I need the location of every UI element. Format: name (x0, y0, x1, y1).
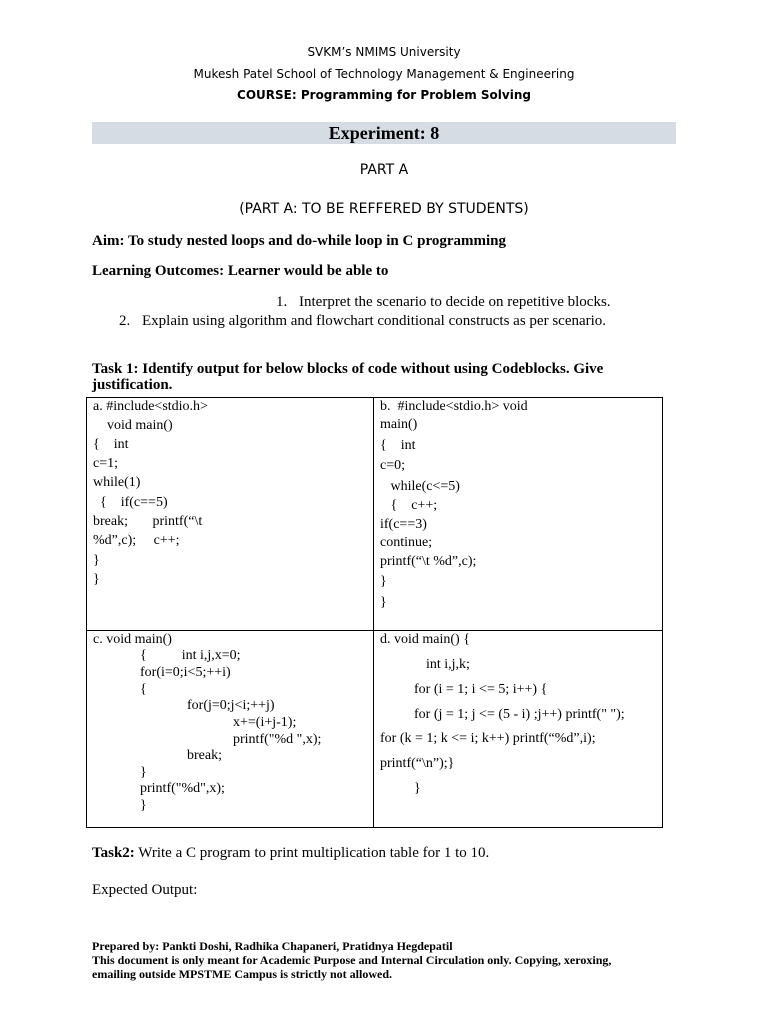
task1-line2: justification. (92, 377, 173, 393)
code-line: d. void main() { (380, 632, 470, 647)
task2-line (92, 845, 489, 862)
code-line: if(c==3) (380, 517, 427, 532)
code-block-a (87, 398, 373, 630)
learning-outcomes-heading: Learning Outcomes: Learner would be able to (92, 263, 389, 279)
prepared-by: Prepared by: Pankti Doshi, Radhika Chapaneri, Pratidnya Hegdepatil (92, 939, 453, 953)
code-line: for(j=0;j<i;++j) (187, 698, 275, 713)
task2-label: Task2: (92, 845, 135, 861)
code-line: b. #include<stdio.h> void (380, 399, 528, 414)
code-line: c=1; (93, 456, 118, 471)
code-line: for (j = 1; j <= (5 - i) ;j++) printf(" "); (414, 707, 625, 722)
outcome-item-2 (119, 313, 606, 330)
code-line: c. void main() (93, 632, 172, 647)
code-line: { (140, 682, 147, 697)
code-block-c (87, 631, 373, 827)
outcome-number: 2. (119, 313, 131, 329)
code-line: } (140, 765, 147, 780)
expected-output-label: Expected Output: (92, 882, 198, 898)
code-line: continue; (380, 535, 433, 550)
code-line: break; (187, 748, 222, 763)
code-line: x+=(i+j-1); (233, 715, 297, 730)
code-cell-b (374, 398, 663, 631)
code-cell-d (374, 631, 663, 828)
outcome-text: Explain using algorithm and flowchart conditional constructs as per scenario. (142, 313, 607, 329)
code-line: { int (93, 437, 129, 452)
code-line: } (140, 798, 147, 813)
outcome-text: Interpret the scenario to decide on repetitive blocks. (299, 294, 611, 310)
code-line: } (93, 572, 100, 587)
code-line: { c++; (380, 498, 438, 513)
school-name: Mukesh Patel School of Technology Management & Engineering (193, 67, 575, 81)
code-line: for(i=0;i<5;++i) (140, 665, 231, 680)
code-line: printf("%d",x); (140, 781, 225, 796)
code-line: { int (380, 438, 416, 453)
code-line: } (380, 574, 387, 589)
code-line: } (414, 781, 421, 796)
task1-line1: Task 1: Identify output for below blocks of code without using Codeblocks. Give (92, 361, 604, 377)
course-line (0, 88, 768, 102)
code-block-d (374, 631, 662, 827)
aim-text: To study nested loops and do-while loop in C programming (124, 233, 506, 249)
code-line: while(1) (93, 475, 141, 490)
code-line: int i,j,k; (426, 657, 470, 672)
part-heading: PART A (359, 162, 409, 178)
code-block-b (374, 398, 662, 630)
outcome-item-1 (276, 294, 611, 311)
university-name: SVKM’s NMIMS University (307, 45, 461, 59)
experiment-title: Experiment: 8 (92, 122, 676, 144)
notice-line-2: emailing outside MPSTME Campus is strictly not allowed. (92, 967, 393, 981)
code-line: while(c<=5) (380, 479, 460, 494)
outcome-number: 1. (276, 294, 288, 310)
code-line: printf(“\n”);} (380, 756, 455, 771)
code-line: a. #include<stdio.h> (93, 399, 208, 414)
task2-text: Write a C program to print multiplication table for 1 to 10. (134, 845, 490, 861)
code-line: main() (380, 417, 418, 432)
notice-line-1: This document is only meant for Academic Purpose and Internal Circulation only. Copying, xeroxing, (92, 953, 612, 967)
part-note: (PART A: TO BE REFFERED BY STUDENTS) (239, 201, 529, 217)
code-cell-c (87, 631, 374, 828)
code-line: printf("%d ",x); (233, 732, 322, 747)
code-line: c=0; (380, 458, 405, 473)
code-line: void main() (93, 418, 173, 433)
aim-label: Aim: (92, 233, 125, 249)
code-line: for (k = 1; k <= i; k++) printf(“%d”,i); (380, 731, 596, 746)
code-line: } (93, 553, 100, 568)
code-line: for (i = 1; i <= 5; i++) { (414, 682, 548, 697)
code-cell-a (87, 398, 374, 631)
code-line: { if(c==5) (93, 495, 168, 510)
course-label: COURSE: (237, 88, 297, 102)
code-table (86, 397, 663, 828)
code-line: break; printf(“\t (93, 514, 203, 529)
code-line: printf(“\t %d”,c); (380, 554, 477, 569)
course-name: Programming for Problem Solving (296, 88, 531, 102)
code-line: %d”,c); c++; (93, 533, 180, 548)
code-line: } (380, 595, 387, 610)
code-line: { int i,j,x=0; (140, 648, 241, 663)
aim-line (92, 233, 506, 250)
